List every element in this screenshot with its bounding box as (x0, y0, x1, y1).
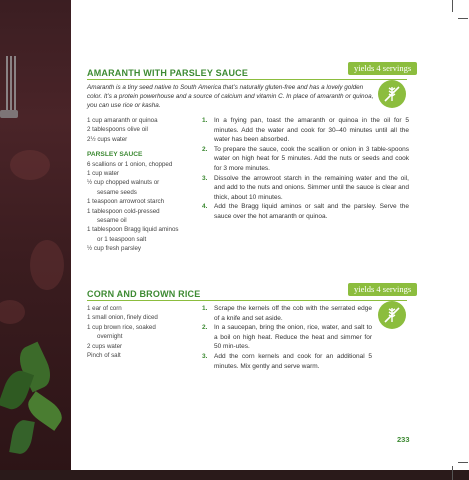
title-rule (87, 300, 407, 301)
parsley-leaf (9, 419, 35, 456)
ingredient: sesame oil (97, 217, 127, 225)
method-step (202, 145, 409, 174)
ingredient: sesame seeds (97, 188, 137, 196)
method-step (202, 202, 409, 221)
ingredient: 2 tablespoons olive oil (87, 126, 148, 134)
step-text: Dissolve the arrowroot starch in the remaining water and the oil, and add to the nuts and onions. Simmer until the sauce is clear and thick, about 10 minutes. (214, 174, 409, 201)
recipe-title: AMARANTH WITH PARSLEY SAUCE (87, 68, 249, 78)
bottom-edge-strip (0, 470, 469, 480)
ingredient: 1 cup brown rice, soaked (87, 323, 156, 331)
step-number: 3. (202, 352, 208, 360)
ingredient: ½ cup chopped walnuts or (87, 179, 160, 187)
method-step (202, 323, 372, 352)
crop-mark (452, 0, 453, 12)
method-steps (202, 304, 372, 371)
crop-mark (458, 462, 468, 463)
fork-tines (6, 56, 8, 114)
step-number: 2. (202, 145, 208, 153)
fork-handle (0, 110, 18, 118)
ingredient-list (87, 116, 199, 254)
method-step (202, 174, 409, 203)
food-photo (0, 0, 71, 480)
sauce-heading: PARSLEY SAUCE (87, 151, 143, 159)
crop-mark (458, 18, 468, 19)
step-text: In a frying pan, toast the amaranth or quinoa in the oil for 5 minutes. Add the water and cook for 30–40 minutes until all the water has been absorbed. (214, 117, 409, 144)
crop-mark (452, 466, 453, 480)
step-text: Add the Bragg liquid aminos or salt and the parsley. Serve the sauce over the hot amaranth or quinoa. (214, 203, 409, 220)
ingredient: overnight (97, 333, 123, 341)
ingredient: 1 small onion, finely diced (87, 314, 158, 322)
method-step (202, 304, 372, 323)
method-step (202, 352, 372, 371)
method-steps (202, 116, 409, 222)
ingredient: 2½ cups water (87, 135, 128, 143)
ingredient: 1 cup water (87, 170, 119, 178)
step-text: In a saucepan, bring the onion, rice, water, and salt to a boil on high heat. Reduce the heat and simmer for 50 min-utes. (214, 324, 372, 351)
wheat-free-icon (378, 301, 406, 329)
ingredient: 6 scallions or 1 onion, chopped (87, 160, 173, 168)
recipe-title: CORN AND BROWN RICE (87, 289, 201, 299)
ingredient-list (87, 304, 199, 360)
yields-pill: yields 4 servings (348, 62, 417, 75)
ingredient: Pinch of salt (87, 352, 121, 360)
step-number: 1. (202, 117, 208, 124)
ingredient: 1 tablespoon cold-pressed (87, 207, 160, 215)
yields-pill: yields 4 servings (348, 283, 417, 296)
step-number: 3. (202, 174, 208, 182)
ingredient: 1 tablespoon Bragg liquid aminos (87, 226, 179, 234)
title-rule (87, 79, 407, 80)
step-text: To prepare the sauce, cook the scallion or onion in 3 table-spoons water on high heat for 5 minutes. Add the nuts or seeds and cook for 3 more minutes. (214, 145, 409, 172)
wheat-free-icon (378, 80, 406, 108)
step-number: 2. (202, 324, 208, 332)
step-text: Add the corn kernels and cook for an additional 5 minutes. Mix gently and serve warm. (214, 352, 372, 370)
ingredient: or 1 teaspoon salt (97, 235, 147, 243)
ingredient: 1 teaspoon arrowroot starch (87, 198, 165, 206)
ingredient: 2 cups water (87, 342, 123, 350)
step-number: 1. (202, 305, 208, 312)
page-number: 233 (397, 435, 410, 444)
ingredient: 1 cup amaranth or quinoa (87, 117, 158, 124)
ingredient: ½ cup fresh parsley (87, 245, 141, 253)
recipe-intro: Amaranth is a tiny seed native to South America that’s naturally gluten-free and has a lovely golden color. It’s a protein powerhouse and a source of calcium and vitamin C. In place of amaranth or quinoa, you can use rice or kasha. (87, 84, 374, 109)
step-number: 4. (202, 203, 208, 211)
ingredient: 1 ear of corn (87, 305, 122, 312)
step-text: Scrape the kernels off the cob with the serrated edge of a knife and set aside. (214, 305, 372, 322)
method-step (202, 116, 409, 145)
